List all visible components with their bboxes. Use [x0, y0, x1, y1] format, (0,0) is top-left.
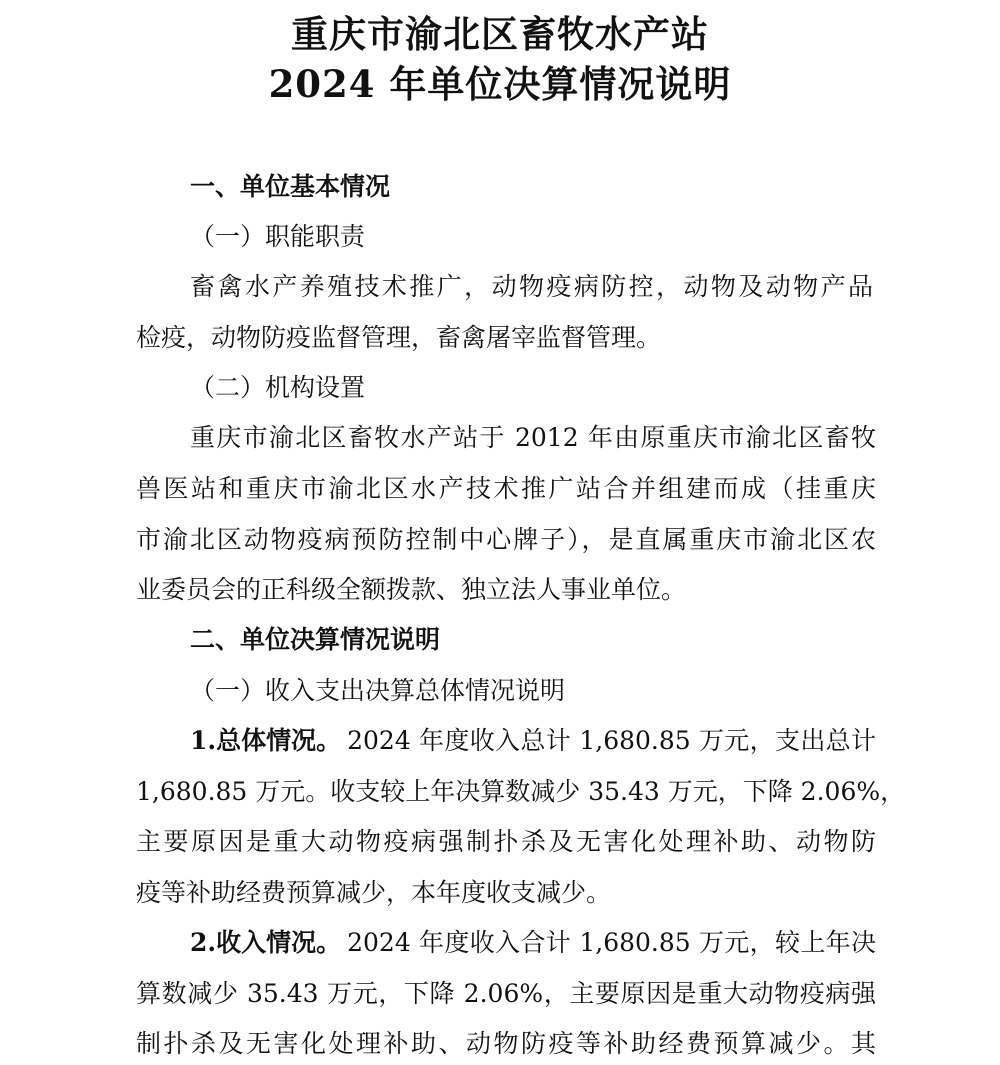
paragraph-lead-label: 1.总体情况。: [190, 726, 342, 755]
paragraph-line: 2024 年度收入合计 1,680.85 万元，较上年决: [347, 928, 876, 957]
paragraph-line: 主要原因是重大动物疫病强制扑杀及无害化处理补助、动物防: [136, 827, 876, 856]
section-1-heading: 一、单位基本情况: [190, 172, 391, 201]
paragraph-line: 检疫，动物防疫监督管理，畜禽屠宰监督管理。: [136, 323, 662, 352]
document-title-line-2: 2024 年单位决算情况说明: [268, 62, 732, 106]
paragraph-line: 重庆市渝北区畜牧水产站于 2012 年由原重庆市渝北区畜牧: [190, 423, 876, 452]
paragraph-line: 兽医站和重庆市渝北区水产技术推广站合并组建而成（挂重庆: [136, 474, 876, 503]
paragraph-lead-label: 2.收入情况。: [190, 928, 342, 957]
paragraph-line: 算数减少 35.43 万元，下降 2.06%，主要原因是重大动物疫病强: [136, 979, 876, 1008]
section-1-sub-2-heading: （二）机构设置: [190, 373, 366, 402]
paragraph-line: 2024 年度收入总计 1,680.85 万元，支出总计: [347, 726, 876, 755]
paragraph-line: 疫等补助经费预算减少，本年度收支减少。: [136, 878, 612, 907]
section-2-sub-1-heading: （一）收入支出决算总体情况说明: [190, 676, 566, 705]
paragraph-line: 市渝北区动物疫病预防控制中心牌子），是直属重庆市渝北区农: [136, 525, 876, 554]
section-2-heading: 二、单位决算情况说明: [190, 625, 441, 654]
paragraph-line: 畜禽水产养殖技术推广，动物疫病防控，动物及动物产品: [190, 272, 873, 301]
paragraph-line: 制扑杀及无害化处理补助、动物防疫等补助经费预算减少。其: [136, 1029, 876, 1058]
paragraph-line: 1,680.85 万元。收支较上年决算数减少 35.43 万元，下降 2.06%，: [136, 777, 906, 806]
paragraph-first-line: [190, 925, 876, 961]
document-title-line-1: 重庆市渝北区畜牧水产站: [291, 12, 709, 56]
paragraph-line: 业委员会的正科级全额拨款、独立法人事业单位。: [136, 575, 687, 604]
paragraph-first-line: [190, 723, 876, 759]
section-1-sub-1-heading: （一）职能职责: [190, 222, 366, 251]
